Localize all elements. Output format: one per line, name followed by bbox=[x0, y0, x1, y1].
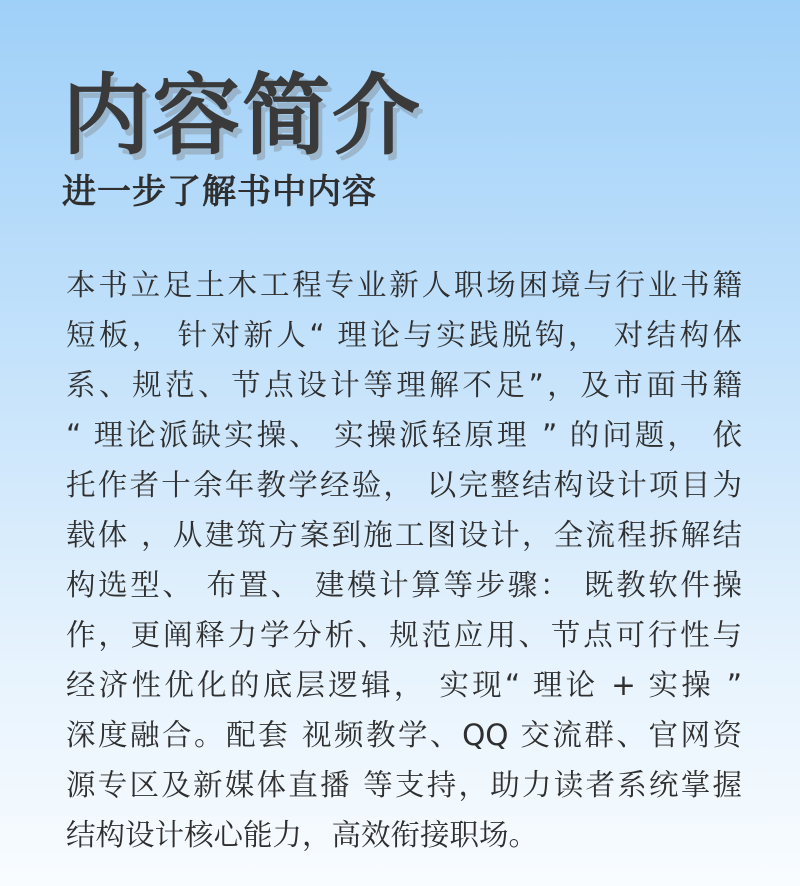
paragraph-line: 深度融合。配套 视频教学、QQ 交流群、官网资 bbox=[66, 718, 742, 752]
page-title: 内容简介 bbox=[62, 64, 423, 167]
paragraph-line: 结构设计核心能力，高效衔接职场。 bbox=[66, 818, 539, 852]
paragraph-line: 作，更阐释力学分析、规范应用、节点可行性与 bbox=[66, 618, 742, 652]
paragraph-line: 源专区及新媒体直播 等支持，助力读者系统掌握 bbox=[66, 768, 742, 802]
paragraph-line: 短板， 针对新人“ 理论与实践脱钩， 对结构体 bbox=[66, 318, 742, 352]
intro-paragraph bbox=[66, 260, 742, 860]
header bbox=[62, 66, 422, 214]
paragraph-line: 系、规范、节点设计等理解不足”，及市面书籍 bbox=[66, 368, 742, 402]
paragraph-line: 托作者十余年教学经验， 以完整结构设计项目为 bbox=[66, 468, 742, 502]
paragraph-line: 载体 ，从建筑方案到施工图设计，全流程拆解结 bbox=[66, 518, 742, 552]
page-subtitle: 进一步了解书中内容 bbox=[62, 172, 377, 212]
paragraph-line: 经济性优化的底层逻辑， 实现“ 理论 + 实操 ” bbox=[66, 668, 742, 702]
paragraph-line: 本书立足土木工程专业新人职场困境与行业书籍 bbox=[66, 268, 742, 302]
paragraph-line: 构选型、 布置、 建模计算等步骤： 既教软件操 bbox=[66, 568, 742, 602]
paragraph-line: “ 理论派缺实操、 实操派轻原理 ” 的问题， 依 bbox=[66, 418, 742, 452]
